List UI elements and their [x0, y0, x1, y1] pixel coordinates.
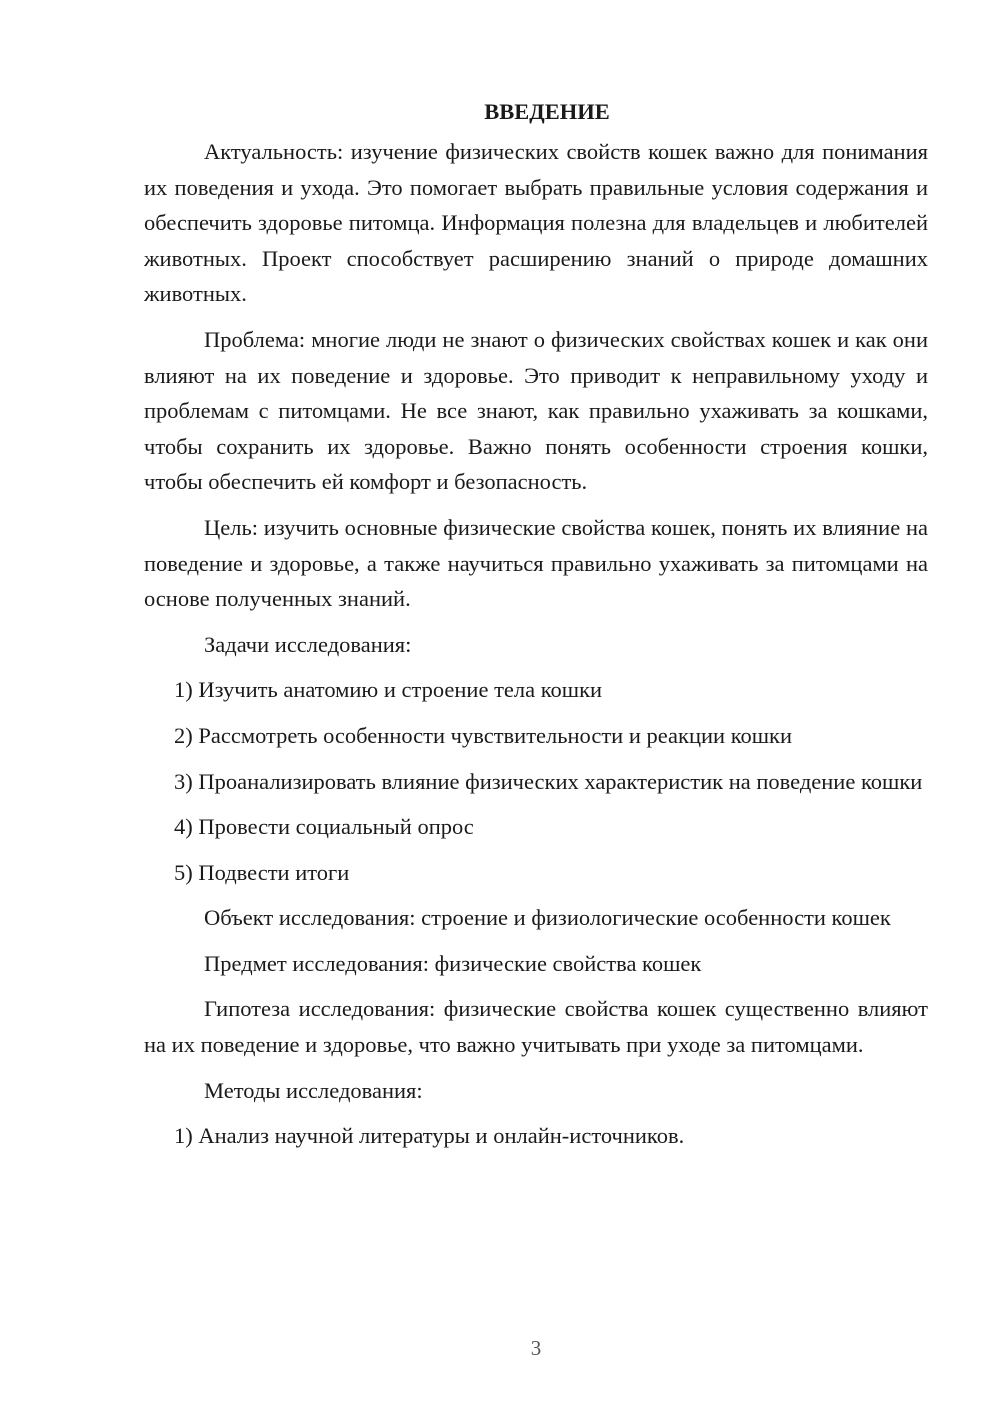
page-number: 3 — [530, 1336, 542, 1360]
task-item: 1) Изучить анатомию и строение тела кошки — [174, 677, 603, 703]
method-item: 1) Анализ научной литературы и онлайн-источников. — [174, 1123, 685, 1149]
task-item: 2) Рассмотреть особенности чувствительности и реакции кошки — [174, 722, 793, 748]
task-item: 4) Провести социальный опрос — [174, 814, 474, 840]
page-content — [144, 94, 928, 1154]
problem-paragraph: Проблема: многие люди не знают о физических свойствах кошек и как они влияют на их поведение и здоровье. Это приводит к неправильному уходу и проблемам с питомцами. Не все знают, как правильно ухаживать за кошками, чтобы сохранить их здоровье. Важно понять особенности строения кошки, чтобы обеспечить ей комфорт и безопасность. — [144, 326, 928, 495]
methods-heading: Методы исследования: — [204, 1077, 423, 1103]
task-item: 5) Подвести итоги — [174, 859, 350, 885]
relevance-paragraph: Актуальность: изучение физических свойств кошек важно для понимания их поведения и ухода. Это помогает выбрать правильные условия содержания и обеспечить здоровье питомца. Информация полезна для владельцев и любителей животных. Проект способствует расширению знаний о природе домашних животных. — [144, 139, 928, 307]
task-item: 3) Проанализировать влияние физических характеристик на поведение кошки — [174, 768, 923, 794]
subject-paragraph: Предмет исследования: физические свойства кошек — [204, 950, 702, 976]
goal-paragraph: Цель: изучить основные физические свойства кошек, понять их влияние на поведение и здоровье, а также научиться правильно ухаживать за питомцами на основе полученных знаний. — [144, 514, 928, 612]
tasks-heading: Задачи исследования: — [204, 631, 412, 657]
hypothesis-paragraph: Гипотеза исследования: физические свойства кошек существенно влияют на их поведение и здоровье, что важно учитывать при уходе за питомцами. — [144, 996, 928, 1058]
section-title: ВВЕДЕНИЕ — [484, 99, 610, 124]
object-paragraph: Объект исследования: строение и физиологические особенности кошек — [204, 905, 891, 931]
